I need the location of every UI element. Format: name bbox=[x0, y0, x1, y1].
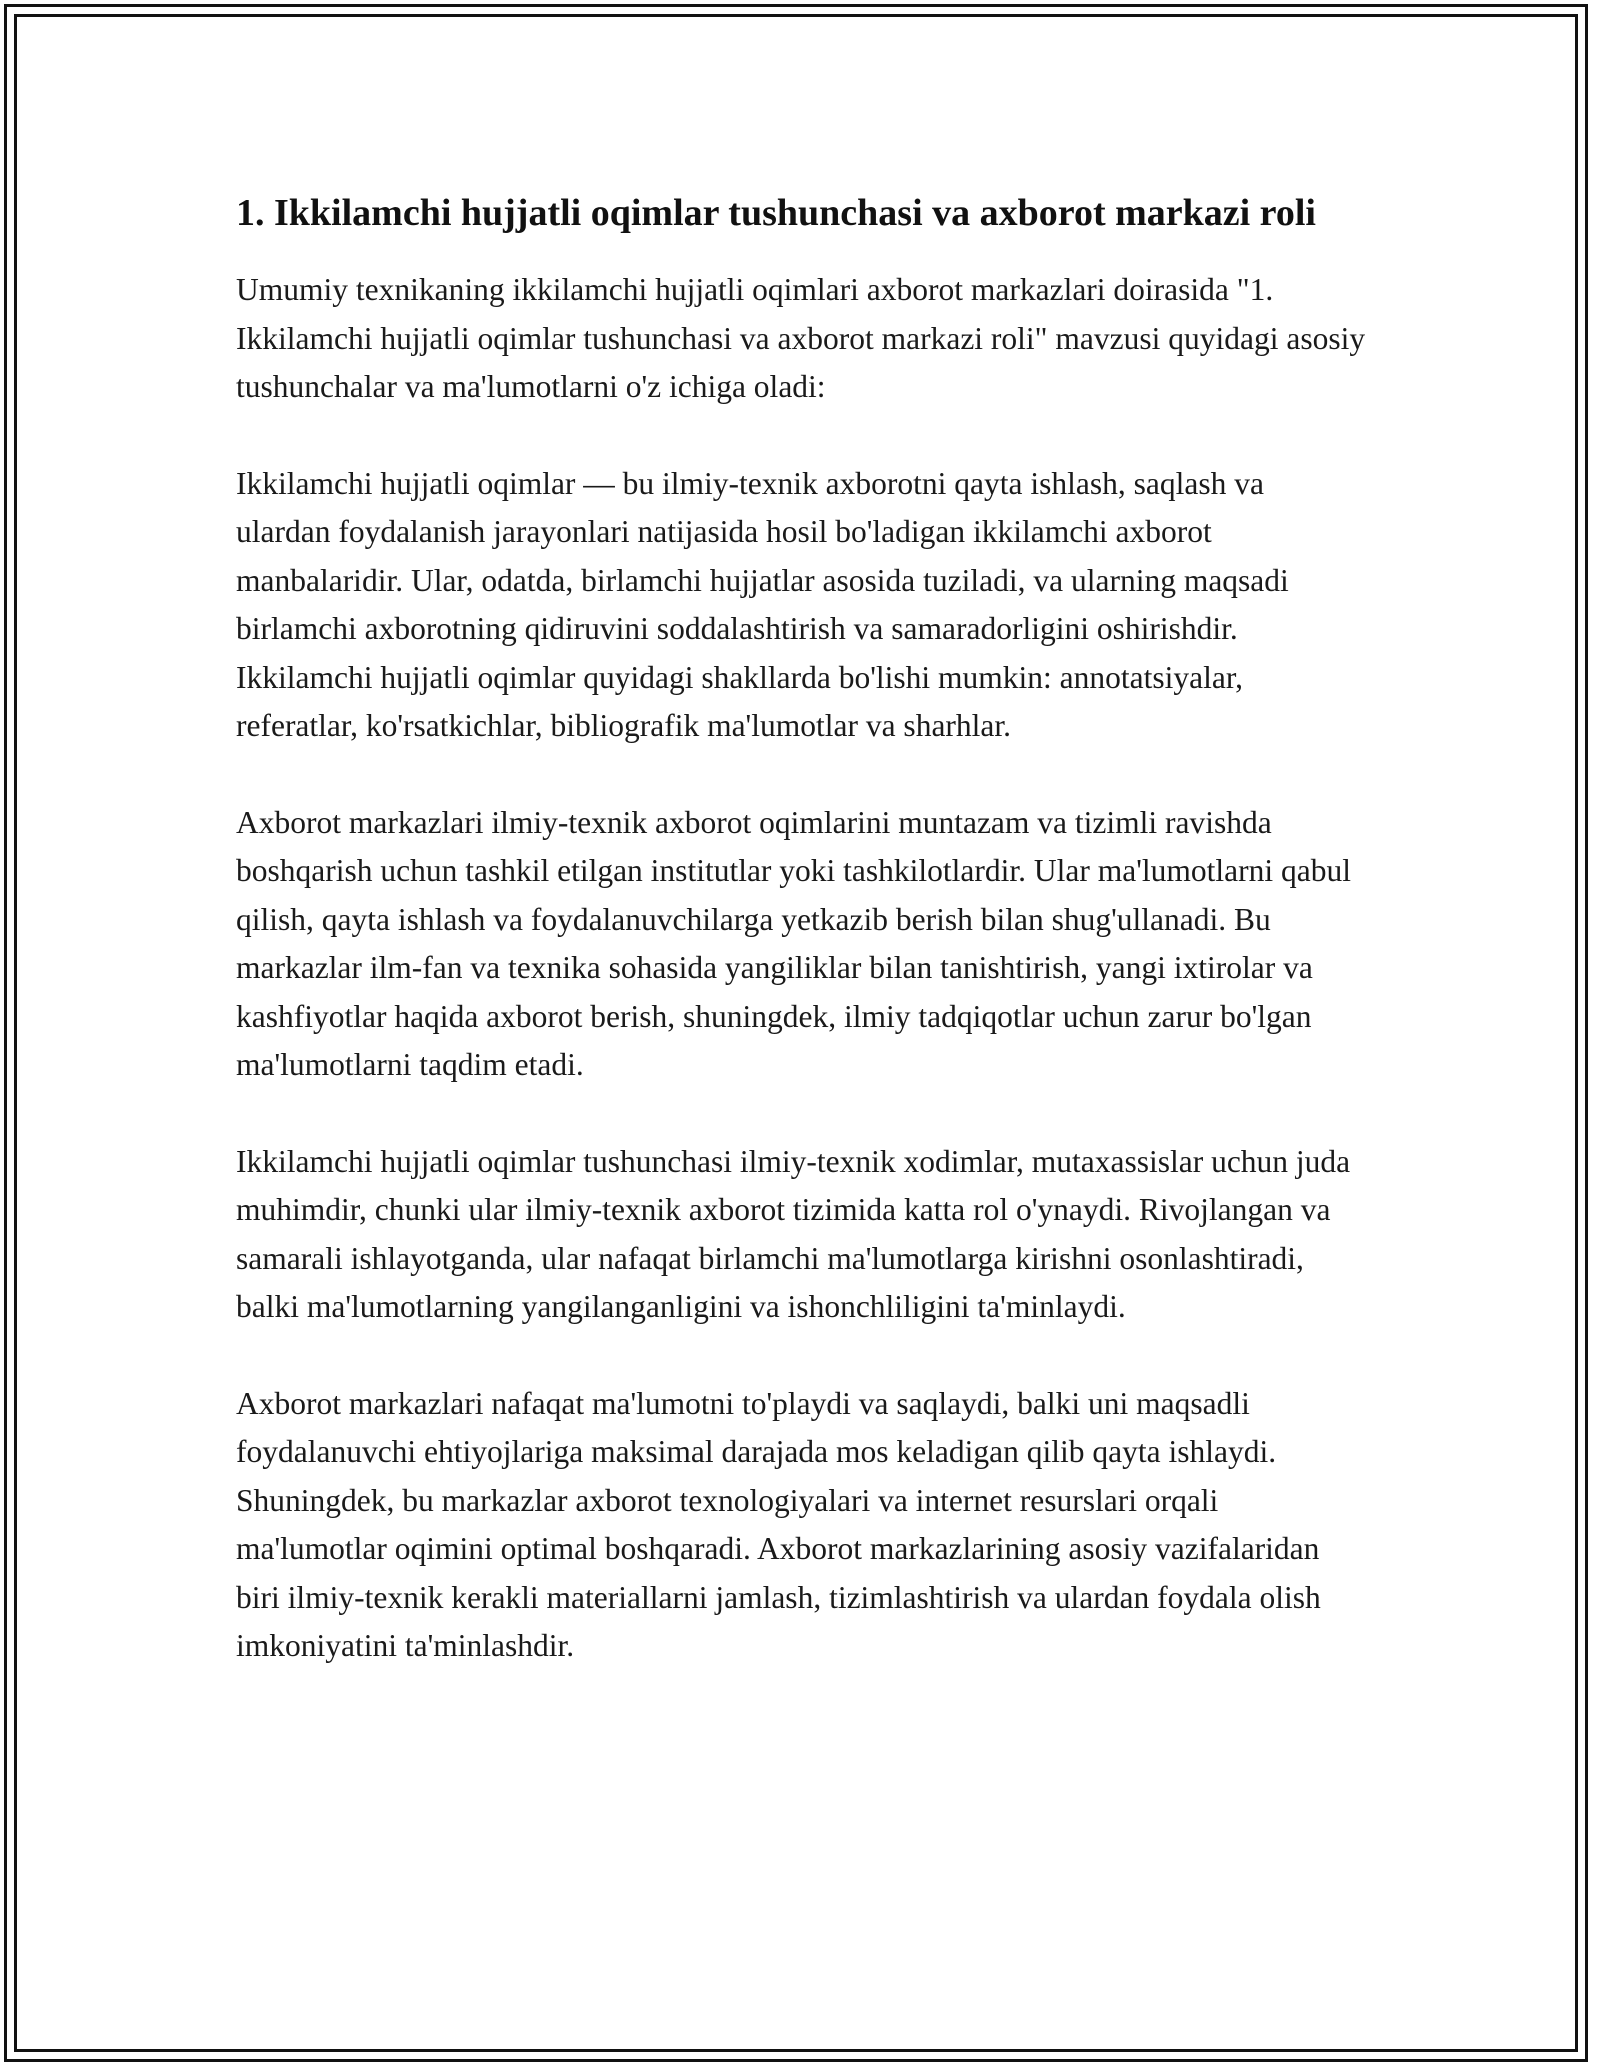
paragraph-importance: Ikkilamchi hujjatli oqimlar tushunchasi ilmiy-texnik xodimlar, mutaxassislar uchun juda muhimdir, chunki ular ilmiy-texnik axborot tizimida katta rol o'ynaydi. Rivojlangan va samarali ishlayotganda, ular nafaqat birlamchi ma'lumotlarga kirishni osonlashtiradi, balki ma'lumotlarning yangilanganligini va ishonchliligini ta'minlaydi. bbox=[236, 1143, 1351, 1324]
paragraph-center-functions: Axborot markazlari nafaqat ma'lumotni to'playdi va saqlaydi, balki uni maqsadli foydalanuvchi ehtiyojlariga maksimal darajada mos keladigan qilib qayta ishlaydi. Shuningdek, bu markazlar axborot texnologiyalari va internet resurslari orqali ma'lumotlar oqimini optimal boshqaradi. Axborot markazlarining asosiy vazifalaridan biri ilmiy-texnik kerakli materiallarni jamlash, tizimlashtirish va ulardan foydala olish imkoniyatini ta'minlashdir. bbox=[236, 1385, 1321, 1663]
document-body bbox=[236, 186, 1366, 1719]
paragraph-information-centers: Axborot markazlari ilmiy-texnik axborot oqimlarini muntazam va tizimli ravishda boshqarish uchun tashkil etilgan institutlar yoki tashkilotlardir. Ular ma'lumotlarni qabul qilish, qayta ishlash va foydalanuvchilarga yetkazib berish bilan shug'ullanadi. Bu markazlar ilm-fan va texnika sohasida yangiliklar bilan tanishtirish, yangi ixtirolar va kashfiyotlar haqida axborot berish, shuningdek, ilmiy tadqiqotlar uchun zarur bo'lgan ma'lumotlarni taqdim etadi. bbox=[236, 804, 1351, 1082]
paragraph-intro: Umumiy texnikaning ikkilamchi hujjatli oqimlari axborot markazlari doirasida "1. Ikkilamchi hujjatli oqimlar tushunchasi va axborot markazi roli" mavzusi quyidagi asosiy tushunchalar va ma'lumotlarni o'z ichiga oladi: bbox=[236, 272, 1366, 404]
paragraph-definition: Ikkilamchi hujjatli oqimlar — bu ilmiy-texnik axborotni qayta ishlash, saqlash va ulardan foydalanish jarayonlari natijasida hosil bo'ladigan ikkilamchi axborot manbalaridir. Ular, odatda, birlamchi hujjatlar asosida tuziladi, va ularning maqsadi birlamchi axborotning qidiruvini soddalashtirish va samaradorligini oshirishdir. Ikkilamchi hujjatli oqimlar quyidagi shakllarda bo'lishi mumkin: annotatsiyalar, referatlar, ko'rsatkichlar, bibliografik ma'lumotlar va sharhlar. bbox=[236, 465, 1289, 743]
document-title: 1. Ikkilamchi hujjatli oqimlar tushunchasi va axborot markazi roli bbox=[236, 192, 1316, 234]
